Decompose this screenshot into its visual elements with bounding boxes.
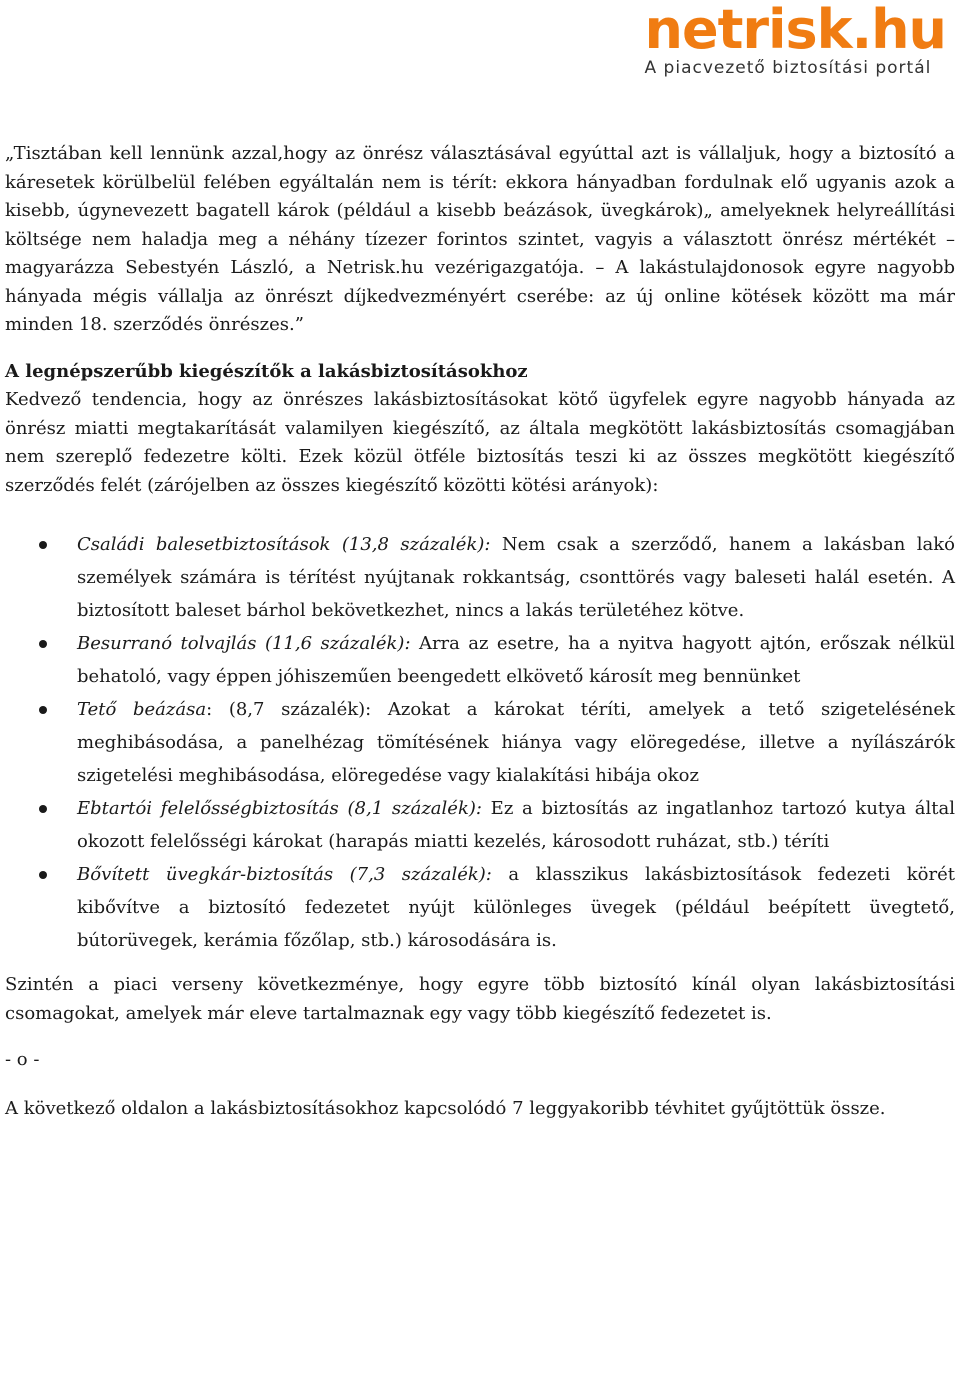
bullet-icon [39, 706, 47, 714]
bullet-icon [39, 805, 47, 813]
article-body [5, 140, 955, 1123]
item-title: Tető beázása [77, 699, 207, 720]
list-item [5, 858, 955, 957]
item-title: Ebtartói felelősségbiztosítás (8,1 százalék): [77, 798, 482, 819]
bullet-icon [39, 541, 47, 549]
section-intro: Kedvező tendencia, hogy az önrészes lakásbiztosításokat kötő ügyfelek egyre nagyobb hányada az önrész miatti megtakarítását valamilyen kiegészítő, az általa megkötött lakásbiztosítás csomagjában nem szereplő fedezetre költi. Ezek közül ötféle biztosítás teszi ki az összes megkötött kiegészítő szerződés felét (zárójelben az összes kiegészítő közötti kötési arányok): [5, 389, 955, 496]
bullet-icon [39, 640, 47, 648]
item-title: Családi balesetbiztosítások (13,8 százalék): [77, 534, 491, 555]
list-item [5, 528, 955, 627]
item-text: : (8,7 százalék): Azokat a károkat téríti, amelyek a tető szigetelésének meghibásodása, a panelhézag tömítésének hiánya vagy elöregedése, illetve a nyílászárók szigetelési meghibásodása, elöregedése vagy kialakítási hibája okoz [77, 699, 955, 786]
item-title: Bővített üvegkár-biztosítás (7,3 százalék): [77, 864, 492, 885]
bullet-icon [39, 871, 47, 879]
netrisk-logo [645, 2, 946, 78]
list-item [5, 693, 955, 792]
item-text: Nem csak a szerződő, hanem a lakásban lakó személyek számára is térítést nyújtanak rokkantság, csonttörés vagy baleseti halál esetén. A biztosított baleset bárhol bekövetkezhet, nincs a lakás területéhez kötve. [77, 534, 956, 621]
final-paragraph: A következő oldalon a lakásbiztosításokhoz kapcsolódó 7 leggyakoribb tévhitet gyűjtöttük össze. [5, 1097, 886, 1119]
quote-paragraph: „Tisztában kell lennünk azzal,hogy az önrész választásával egyúttal azt is vállaljuk, hogy a biztosító a káresetek körülbelül felében egyáltalán nem is térít: ekkora hányadban fordulnak elő ugyanis azok a kisebb, úgynevezett bagatell károk (például a kisebb beázások, üvegkárok)„ amelyeknek helyreállítási költsége nem haladja meg a néhány tízezer forintos szintet, vagyis a választott önrész mértékét – magyarázza Sebestyén László, a Netrisk.hu vezérigazgatója. – A lakástulajdonosok egyre nagyobb hányada mégis vállalja az önrészt díjkedvezményért cserébe: az új online kötések között ma már minden 18. szerződés önrészes.” [5, 143, 955, 335]
list-item [5, 627, 955, 693]
list-item [5, 792, 955, 858]
separator: - o - [5, 1049, 40, 1070]
item-text: a klasszikus lakásbiztosítások fedezeti körét kibővítve a biztosító fedezetet nyújt különleges üvegek (például beépített üvegtető, bútorüvegek, kerámia főzőlap, stb.) károsodására is. [77, 864, 955, 951]
supplement-list [5, 528, 955, 957]
item-text: Ez a biztosítás az ingatlanhoz tartozó kutya által okozott felelősségi károkat (harapás miatti kezelés, károsodott ruházat, stb.) téríti [77, 798, 955, 852]
logo-wordmark: netrisk.hu [644, 0, 946, 61]
item-title: Besurranó tolvajlás (11,6 százalék): [77, 633, 411, 654]
logo-tagline: A piacvezető biztosítási portál [644, 58, 932, 78]
closing-paragraph: Szintén a piaci verseny következménye, hogy egyre több biztosító kínál olyan lakásbiztosítási csomagokat, amelyek már eleve tartalmaznak egy vagy több kiegészítő fedezetet is. [5, 974, 955, 1024]
item-text: Arra az esetre, ha a nyitva hagyott ajtón, erőszak nélkül behatoló, vagy éppen jóhiszeműen beengedett elkövető károsít meg bennünket [77, 633, 956, 687]
section-heading: A legnépszerűbb kiegészítők a lakásbiztosításokhoz [5, 360, 528, 382]
